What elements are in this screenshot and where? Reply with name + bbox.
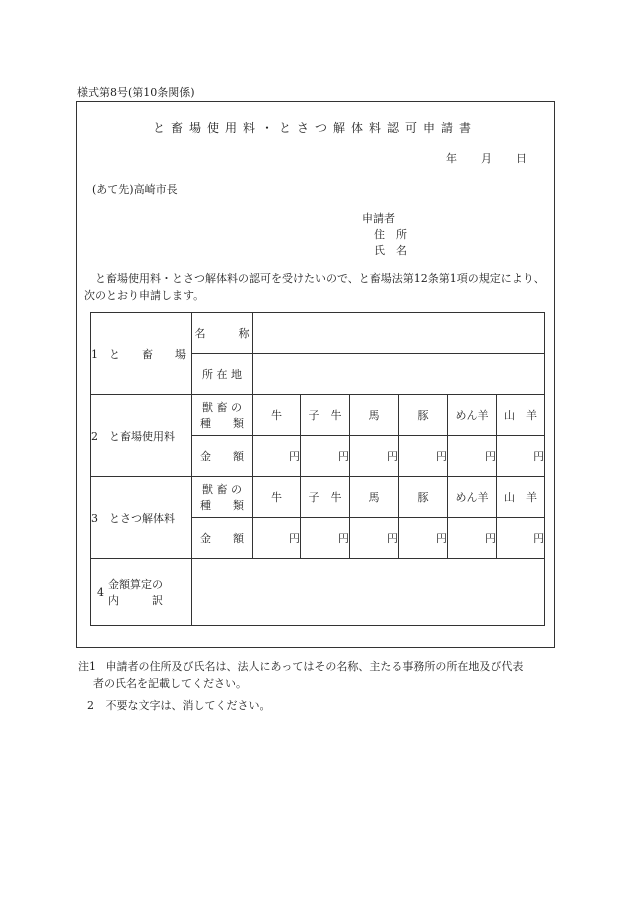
date-day-label: 日 (516, 152, 527, 165)
section-4-label-line-2: 内 訳 (108, 594, 163, 607)
note-1-line-2: 者の氏名を記載してください。 (93, 677, 247, 690)
species-label-line-1: 獣 畜 の (202, 483, 242, 496)
applicant-label: 申請者 (362, 212, 395, 225)
animal-sheep: めん羊 (448, 395, 497, 436)
section-3-species-label (192, 477, 253, 518)
facility-name-field[interactable] (253, 313, 545, 354)
animal-calf: 子 牛 (301, 395, 350, 436)
amount-field-calf[interactable]: 円 (301, 436, 350, 477)
form-number: 様式第8号(第10条関係) (77, 86, 195, 99)
animal-pig: 豚 (399, 395, 448, 436)
amount-field-goat[interactable]: 円 (497, 518, 545, 559)
note-2-text: 不要な文字は、消してください。 (105, 699, 271, 712)
date-year-label: 年 (446, 152, 457, 165)
animal-goat: 山 羊 (497, 395, 545, 436)
amount-field-goat[interactable]: 円 (497, 436, 545, 477)
applicant-address-label: 住 所 (374, 228, 407, 241)
animal-goat: 山 羊 (497, 477, 545, 518)
note-1-prefix: 注1 (78, 660, 96, 673)
amount-field-horse[interactable]: 円 (350, 518, 399, 559)
amount-field-sheep[interactable]: 円 (448, 518, 497, 559)
section-4-number: 4 (97, 585, 104, 599)
note-2-prefix: 2 (87, 699, 94, 712)
animal-calf: 子 牛 (301, 477, 350, 518)
animal-horse: 馬 (350, 477, 399, 518)
document-title: と畜場使用料・とさつ解体料認可申請書 (152, 121, 477, 135)
addressee: (あて先)高崎市長 (92, 183, 178, 196)
animal-pig: 豚 (399, 477, 448, 518)
amount-field-cattle[interactable]: 円 (253, 518, 301, 559)
facility-location-label: 所 在 地 (192, 354, 253, 395)
facility-location-field[interactable] (253, 354, 545, 395)
animal-sheep: めん羊 (448, 477, 497, 518)
note-1-line-1: 申請者の住所及び氏名は、法人にあってはその名称、主たる事務所の所在地及び代表 (105, 660, 524, 673)
animal-cattle: 牛 (253, 395, 301, 436)
application-statement: と畜場使用料・とさつ解体料の認可を受けたいので、と畜場法第12条第1項の規定により、次のとおり申請します。 (84, 272, 545, 302)
note-2 (87, 697, 271, 713)
section-3-label: 3 とさつ解体料 (91, 477, 192, 559)
section-4-label (91, 559, 192, 626)
species-label-line-2: 種 類 (200, 417, 244, 430)
section-2-species-label (192, 395, 253, 436)
section-3-amount-label: 金 額 (192, 518, 253, 559)
applicant-name-label: 氏 名 (374, 244, 407, 257)
facility-name-label: 名 称 (192, 313, 253, 354)
date-month-label: 月 (481, 152, 492, 165)
amount-field-pig[interactable]: 円 (399, 518, 448, 559)
amount-field-sheep[interactable]: 円 (448, 436, 497, 477)
section-4-label-line-1: 金額算定の (108, 578, 163, 591)
amount-field-calf[interactable]: 円 (301, 518, 350, 559)
animal-horse: 馬 (350, 395, 399, 436)
amount-field-horse[interactable]: 円 (350, 436, 399, 477)
animal-cattle: 牛 (253, 477, 301, 518)
application-table (90, 312, 545, 626)
section-1-label: 1 と 畜 場 (91, 313, 192, 395)
amount-field-pig[interactable]: 円 (399, 436, 448, 477)
amount-field-cattle[interactable]: 円 (253, 436, 301, 477)
species-label-line-2: 種 類 (200, 499, 244, 512)
calculation-basis-field[interactable] (192, 559, 545, 626)
species-label-line-1: 獣 畜 の (202, 401, 242, 414)
note-1 (78, 658, 523, 675)
section-2-amount-label: 金 額 (192, 436, 253, 477)
section-2-label: 2 と畜場使用料 (91, 395, 192, 477)
